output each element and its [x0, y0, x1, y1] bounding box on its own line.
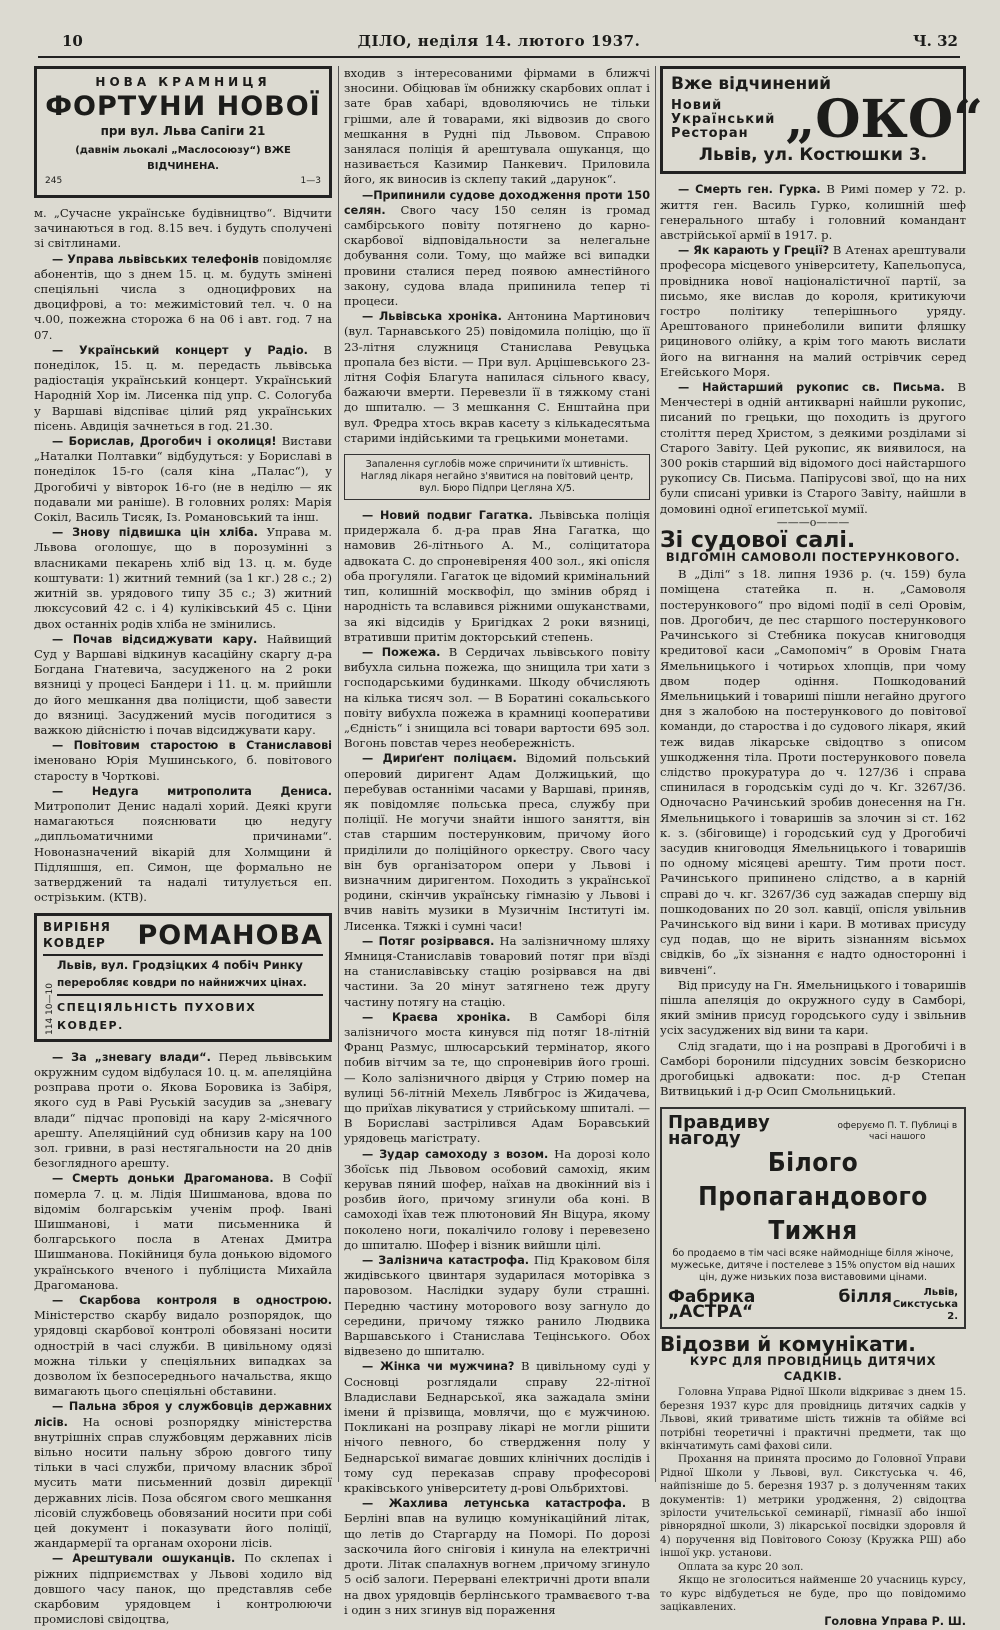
article-body: Львівська поліція придержала б. д-ра прав Яна Гагатка, що намовив 26-літнього А. М., соліцитатора адвоката С. до спроневіреняя 400 зол., які опісля оба прогуляли. Гагаток це відомий кримінальний тип, колишній москвофіл, що змінив обряд і народність та вславився ріжними ошуканствами, за які відсидів у Бригідках 2 роки вязниці, втративши притім докторський степень. — [344, 508, 651, 644]
articles-col1-lower — [34, 1050, 332, 1628]
article-heading: — Смерть доньки Драгоманова. — [52, 1172, 274, 1186]
article — [660, 243, 966, 380]
article-heading: — За „зневагу влади“. — [52, 1050, 211, 1064]
ad-oko-address: Львів, ул. Костюшки 3. — [698, 145, 928, 166]
article-body: Відомий польський оперовий диригент Адам Должицький, що перебував останніми часами у Варшаві, приняв, як повідомляє польська преса, службу при поліції. Не могучи знайти іншого заняття, він став старшим постерунковим, причому його приділили до поліційного оркестру. Свого часу він був організатором опери у Львові і визначним диригентом. Походить з української родини, скінчив українську гімназію у Львові і вчив навіть музики в Музичнім Інституті ім. Лисенка. Тяжкі і сумні часи! — [344, 751, 650, 933]
ad-oko-line1: Вже відчинений — [671, 74, 832, 94]
article-body: Перед львівським окружним судом відбулася 10. ц. м. апеляційна розправа проти о. Якова Боровика із Забіря, якого суд в Раві Руській засудив за „зневагу влади“ підчас проповіді на кару 2-місячного арешту. Апеляційний суд обнизив кару на 100 зол. гривни, в разі нестягальности на 20 днів безоглядного арешту. — [34, 1049, 332, 1171]
article-body: Міністерство скарбу видало розпорядок, що урядовці скарбової контролі обовязані носити однострій в часі служби. В цивільному одязі можна тільки у спеціяльних випадках за дозволом їх безпосереднього начальства, якщо вимагають цього спеціяльні обставини. — [34, 1308, 332, 1399]
article — [344, 1496, 650, 1618]
article — [34, 525, 332, 631]
article — [344, 309, 650, 446]
page-header — [38, 30, 960, 58]
article-body: Найвищий Суд у Варшаві відкинув касаційну скаргу д-ра Богдана Гнатевича, засудженого на 2 роки вязниці у процесі Бандери і 11. ц. м. прийшли до його мешкання два поліцисти, щоб завести до вязниці. Засуджений мусів погодитися з важкою дійсністю і почав відсиджувати кару. — [34, 631, 332, 737]
column-3 — [660, 66, 984, 1630]
article-body: м. „Сучасне українське будівництво“. Відчити зачинаються в год. 8.15 веч. і будуть сполучені зі світлинами. — [34, 206, 332, 251]
article-body: В Менчестері в одній антикварні найшли рукопис, писаний по грецьки, що походить із другого століття перед Христом, з деякими розділами зі Старого Завіту. Цей рукопис, як виявилося, на 300 років старший від відомого досі найстаршого рукопису Св. Письма. Папірусові звої, що на них були списані уривки із Старого Завіту, найшли в домовині одної египетської мумії. — [660, 380, 967, 516]
ad-astra — [660, 1107, 966, 1328]
ad-romanova — [34, 913, 332, 1041]
article-heading: — Львівська хроніка. — [362, 310, 502, 324]
article — [34, 784, 332, 906]
article-heading: — Краєва хроніка. — [362, 1010, 511, 1024]
article — [34, 434, 332, 525]
article-body: В Софії померла 7. ц. м. Лідія Шишманова, вдова по відомім болгарськім ученім проф. Івані Шишманові, і мати письменника й болгарського посла в Атенах Дмитра Шишманова. Покійниця була донькою відомого українського вченого і публіциста Михайла Драгоманова. — [34, 1171, 332, 1292]
ad-fortuna-num2: 1—3 — [300, 175, 321, 186]
article-heading: — Почав відсиджувати кару. — [52, 632, 258, 646]
article-body: В Атенах арештували професора місцевого університету, Капельопуса, провідника нової націоналістичної партії, за письмо, яке вислав до короля, критикуючи гостро політику теперішнього уряду. Арештованого принеболили випити фляшку рицинового олійку, а крім того мають вислати його на вигнання на малий острівчик серед Егейського Моря. — [660, 243, 967, 379]
articles-col2 — [344, 66, 650, 446]
article-body: В Сердичах львівського повіту вибухла сильна пожежа, що знищила три хати з господарськими будинками. Шкоду обчисляють на кілька тисяч зол. — В Боратині сокальського повіту вибухла пожежа в крамниці кооперативи „Єдність“ і знищила всі товари вартости 695 зол. Вогонь повстав через необережність. — [344, 644, 650, 751]
article-heading: — Недуга митрополита Дениса. — [52, 784, 332, 798]
article-body: В Самборі біля залізничого моста кинувся під потяг 18-літній Франц Размус, шлюсарський термінатор, якого побив вітчим за те, що спроневірив його гроші. — Коло залізничного двірця у Стрию помер на вулиці 56-літній Мехель Лявбгрос із Жидачева, що приїхав лікуватися у стрийському шпиталі. — В Бориславі застрілився Адам Боравський урядовець магістрату. — [344, 1009, 650, 1146]
ad-fortuna-num1: 245 — [45, 175, 63, 186]
ad-oko — [660, 66, 984, 174]
court-section-title: Зі судової салі. — [660, 527, 856, 553]
article-heading: — Борислав, Дрогобич і околиця! — [52, 435, 277, 449]
article-heading: — Смерть ген. Гурка. — [678, 183, 821, 197]
article-heading: — Потяг розірвався. — [362, 934, 495, 948]
article — [34, 632, 332, 738]
article-body: Управа м. Львова оголошує, що в порозумінні з власниками пекарень хліб від 13. ц. м. буде коштувати: 1) житний темний (за 1 кг.) 28 с.; 2) житній зв. урядового типу 35 с.; 3) житний люксусовий 42 с. і 4) куліківський 45 с. Ціни двох останніх родів хліба не змінились. — [34, 525, 332, 631]
article-body: іменовано Юрія Мушинського, б. повітового старосту в Чорткові. — [34, 753, 332, 783]
appeals-subtitle: КУРС ДЛЯ ПРОВІДНИЦЬ ДИТЯЧИХ САДКІВ. — [689, 1354, 937, 1384]
article-heading: — Дириґент поліцаєм. — [362, 752, 517, 766]
article-heading: — Знову підвишка цін хліба. — [52, 526, 258, 540]
article — [34, 1399, 332, 1551]
ad-astra-desc: бо продаємо в тім часі всяке наймодніще білля жіноче, мужеське, дитяче і постелеве з 15% опустом від наших цін, дуже низьких поза виставовими цінами. — [670, 1247, 956, 1283]
article — [344, 645, 650, 751]
ad-fortuna-address: при вул. Льва Сапіги 21 — [100, 124, 266, 139]
article — [34, 1551, 332, 1627]
article-body: В понеділок, 15. ц. м. передасть львівська радіостація український концерт. Український Народній Хор ім. Лисенка під упр. С. Сологуба у Варшаві відспіває цілий ряд українських пісень. Авдиція зачнеться в год. 21.30. — [34, 342, 332, 433]
court-paragraph: В „Ділі“ з 18. липня 1936 р. (ч. 159) була поміщена статейка п. н. „Самоволя постерункового“ про відомі події в селі Оровім, пов. Дрогобич, де пес старшого постерункового Рачинського зі Стебника покусав книговодця кредитової каси „Самопоміч“ в Оровім Гната Ямельницького і чотирьох хлопців, при чому двом подер одіння. Пошкодований Ямельницький і товариші пішли негайно другого дня з жалобою на постерункового до повітової команди, до староства і до судового лікаря, який теж видав лікарське свідоцтво з описом ушкодження тіла. Проти постерункового повела слідство прокуратура до ч. 127/36 і справа спинилася в городськім суді до ч. Кг. 3267/36. Одночасно Рачинський зробив донесення на Гн. Ямельницького і товаришів за злочин зі ст. 162 к. з. (збіговище) і городський суд у Дрогобичі засудив книговодця Ямельницького і товаришів по одному місяцеві арешту. Тим проти пост. Рачинського припинено слідство, а в карній справі до ч. кг. 3267/36 суд зажадав спершу від пошкодованих по 20 зол. кавції, опісля увільнив Рачинського від вини і кари. В мотивах присуду суд подав, що не вірить зізнанням вісьмох свідків, бо „їх зізнання є надто односторонні і вивчені“. — [660, 567, 966, 977]
masthead: ДІЛО, неділя 14. лютого 1937. — [357, 32, 641, 50]
article-body: входив з інтересованими фірмами в ближчі зносини. Обіцював їм обнижку скарбових оплат і зате брав хабарі, вдоволяючись не тільки грішми, але й товарами, які відвозив до свого мешкання в Рудні під Львовом. Справою занялася поліція й арештувала ошуканця, що називається Казимир Панкевич. Приловила його, як виносив із склепу такий „дарунок“. — [344, 66, 650, 187]
appeals-paragraph: Головна Управа Рідної Школи відкриває з днем 15. березня 1937 курс для провідниць дитячих садків у Львові, який триватиме шість тижнів та обійме всі потрібні теоретичні і практичні предмети, так що вкінчатимуть самі фахові сили. — [660, 1386, 966, 1453]
article — [34, 206, 332, 252]
article-heading: — Повітовим старостою в Станиславові — [52, 739, 332, 753]
article-heading: — Управа львівських телефонів — [52, 252, 259, 266]
court-paragraph: Від присуду на Гн. Ямельницького і товаришів пішла апеляція до окружного суду в Самборі, який змінив присуд городського суду і звільнив усіх засуджених від вини та кари. — [660, 977, 966, 1038]
article-body: Митрополит Денис надалі хорий. Деякі круги намагаються пояснювати цю недугу „дипльоматичними причинами“. Новоназначений вікарій для Холмщини й Підляшшя, еп. Симон, ще формально не затверджений та надалі титулується еп. острізьким. (КТВ). — [34, 798, 332, 905]
appeals-paragraph: Прохання на принята просимо до Головної Управи Рідної Школи у Львові, вул. Сикстуська ч. 46, найпізніше до 5. березня 1937 р. з долученням таких документів: 1) метрики уродження, 2) свідоцтва зрілости учительської семинарії, гімназії або іншої рівнорядної школи, 3) лікарської посвідки здоровля й 4) поручення від Повітового Союзу (Кружка РШ) або іншої укр. установи. — [660, 1453, 966, 1560]
article — [660, 182, 966, 243]
article-body: На дорозі коло Збоїськ під Львовом особовий самохід, яким керував пяний шофер, наїхав на двокінний віз і розбив його, причому згинули оба коні. В самоході їхав теж плютоновий Ян Віцура, якому поколено ноги, покалічило голову і перевезено до шпиталю. Шофер і візник вийшли цілі. — [344, 1146, 650, 1252]
ad-astra-line1b: оферуємо П. Т. Публиці в часі нашого — [837, 1121, 958, 1143]
issue-number: Ч. 32 — [912, 32, 958, 50]
appeals-signature: Головна Управа Р. Ш. — [824, 1615, 966, 1629]
ad-oko-line2: Новий — [671, 98, 723, 114]
ad-oko-line3: Український — [671, 112, 776, 128]
article-heading: — Український концерт у Радіо. — [52, 343, 308, 357]
article-body: В Берліні впав на вулицю комунікаційний літак, що летів до Старгарду на Поморі. По дорозі заскочила його сніговія і кинула на електричні дроти. Літак спалахнув вогнем ,причому згинуло 5 осіб залоги. Перервані електричні дроти впали на двох урядовців берлінського трамваєвого т-ва і один з них згинув від пораження — [344, 1496, 650, 1617]
column-2 — [344, 66, 650, 1618]
article — [344, 751, 650, 933]
article-body: повідомляє абонентів, що з днем 15. ц. м. будуть змінені спеціяльні числа з одноцифрових на двоцифрові, а то: межимістовий тел. ч. 0 на ч.00, пожежна сторожа 6 на 06 і авт. год. 7 на 07. — [34, 251, 332, 342]
ad-fortuna — [34, 66, 332, 198]
article — [34, 1293, 332, 1399]
ad-romanova-desc: переробляє ковдри по найнижчих цінах. — [57, 976, 307, 989]
medical-notice: Запалення суглобів може спричинити їх штивність. Нагляд лікаря негайно з'явитися на повітовий центр, вул. Бюро Підпри Цегляна Х/5. — [344, 454, 650, 500]
article-body: Свого часу 150 селян із громад самбірського повіту потягнено до карно-скарбової відповідальности за нелегальне добування соли. Тому, що майже всі випадки провини сталися перед появою амнестійного закону, судова влада припинила тепер ті процеси. — [344, 202, 651, 309]
article-heading: — Пальна зброя у службовців державних лісів. — [34, 1400, 332, 1429]
ad-romanova-title: РОМАНОВА — [137, 919, 323, 951]
ad-fortuna-title: ФОРТУНИ НОВОЇ — [45, 91, 321, 123]
separator: ———o——— — [776, 515, 850, 529]
article-body: На залізничному шляху Ямниця-Станиславів товаровий потяг при вїзді на станиславівську стацію розірвався на дві частини. За 20 мінут затягнено теж другу частину потягу на стацію. — [344, 933, 650, 1009]
ad-fortuna-line1: НОВА КРАМНИЦЯ — [95, 75, 271, 89]
ad-oko-line4: Ресторан — [671, 126, 749, 142]
article — [344, 1010, 650, 1147]
ad-romanova-line1: ВИРІБНЯ КОВДЕР — [43, 920, 111, 950]
court-subtitle: ВІДГОМІН САМОВОЛІ ПОСТЕРУНКОВОГО. — [665, 550, 961, 565]
article-heading: — Зудар самоходу з возом. — [362, 1147, 549, 1161]
article-heading: —Припинили судове доходження проти 150 селян. — [344, 188, 650, 217]
article-body: Вистави „Наталки Полтавки“ відбудуться: у Бориславі в понеділок 15-го (саля кіна „Палас“), у Дрогобичі у вівторок 16-го (не в неділю — як подавали ми раніше). В головних ролях: Марія Сокіл, Василь Тисяк, Із. Романовський та інш. — [34, 434, 333, 525]
ad-romanova-code: 114 10—10 — [45, 982, 55, 1035]
article-heading: — Пожежа. — [362, 645, 441, 659]
appeals-section-title: Відозви й комунікати. — [660, 1331, 916, 1356]
ad-astra-title: Білого Пропагандового Тижня — [698, 1147, 928, 1246]
article — [344, 1147, 650, 1253]
ad-romanova-address: Львів, вул. Гродзіцких 4 побіч Ринку — [57, 957, 303, 972]
appeals-paragraph: Оплата за курс 20 зол. — [678, 1560, 804, 1573]
article-body: В Римі помер у 72. р. життя ген. Василь Гурко, колишній шеф генерального штабу і головний командант австрійської армії в 1917. р. — [660, 182, 966, 243]
article-body: В цивільному суді у Сосновці розглядали справу 22-літної Владислави Беднарської, яка зажадала зміни імени й прізвища, мовлячи, що є мужчиною. Покликані на розправу лікарі не могли рішити нічого певного, бо ствердження полу у Беднарської вимагає довших клінічних дослідів і тому суд переказав справу професорові краківського університету д-рові Ольбрихтові. — [344, 1359, 650, 1496]
ad-oko-title: „ОКО“ — [785, 89, 984, 151]
column-rule — [338, 66, 339, 1482]
article-heading: — Жінка чи мужчина? — [362, 1360, 515, 1374]
articles-col1 — [34, 206, 332, 905]
article-body: На основі розпорядку міністерства внутрішніх справ службовцям державних лісів вільно носити пальну зброю довгого типу тільки в часі служби, причому власник зброї мусить мати письменний дозвіл дирекції державних лісів. Поза обсягом свого мешкання лісовій службовець обовязаний носити при собі цей документ і показувати його поліції, жандармерії та органам охорони лісів. — [34, 1414, 332, 1551]
ad-fortuna-note: (давнім льокалі „Маслосоюзу“) ВЖЕ ВІДЧИНЕНА. — [75, 145, 291, 172]
ad-romanova-specialty: СПЕЦІЯЛЬНІСТЬ ПУХОВИХ КОВДЕР. — [57, 994, 323, 1035]
article-heading: — Найстарший рукопис св. Письма. — [678, 381, 945, 395]
article-heading: — Скарбова контроля в однострою. — [52, 1294, 332, 1308]
article-heading: — Жахлива летунська катастрофа. — [362, 1497, 627, 1511]
article — [344, 188, 650, 310]
article — [34, 343, 332, 434]
article — [344, 508, 650, 645]
article — [344, 66, 650, 188]
article — [34, 1171, 332, 1293]
article-body: Під Краковом біля жидівського цвинтаря зударилася моторівка з паровозом. Наслідки зудару були страшні. Передню частину моторового возу загнуло до середини, причому тяжко ранило Людвика Варшавського і Станислава Тецінського. Обох відвезено до шпиталю. — [344, 1253, 650, 1359]
article — [344, 1359, 650, 1496]
article — [344, 1253, 650, 1359]
article — [660, 380, 966, 517]
column-1 — [34, 66, 332, 1627]
page-number: 10 — [62, 32, 83, 50]
article-heading: — Новий подвиг Гагатка. — [362, 509, 533, 523]
ad-astra-factory: Фабрика білля „АСТРА“ — [668, 1286, 893, 1322]
article-heading: — Арештували ошуканців. — [52, 1552, 236, 1566]
article-body: По склепах і ріжних підприємствах у Львові ходило від довшого часу панок, що представляв себе скарбовим урядовцем і контролюючи промислові свідоцтва, — [34, 1551, 332, 1627]
articles-col3 — [660, 182, 966, 516]
column-rule — [655, 66, 656, 1482]
article — [344, 934, 650, 1010]
article — [34, 1050, 332, 1172]
court-paragraph: Слід згадати, що і на розправі в Дрогобичі і в Самборі боронили підсудних зовсім безкорисно дрогобицькі адвокати: пос. д-р Степан Витвицький і д-р Осип Смольницький. — [660, 1038, 966, 1099]
article — [34, 252, 332, 343]
article-heading: — Як карають у Греції? — [678, 244, 830, 258]
ad-astra-line1: Правдиву нагоду — [668, 1112, 770, 1149]
ad-astra-address: Львів, Сикстуська 2. — [892, 1286, 958, 1322]
article-heading: — Залізнича катастрофа. — [362, 1254, 530, 1268]
article-body: Антонина Мартинович (вул. Тарнавського 25) повідомила поліцію, що її 23-літня служниця Станислава Ревуцька пропала без вісти. — При вул. Арцішевського 23-літня Софія Благута напилася сільного квасу, бажаючи вмерти. Перевезли її в тяжкому стані до шпиталю. — З мешкання С. Енштайна при вул. Фредра хтось вкрав касету з кількадесятьма старими індійськими та грецькими монетами. — [344, 309, 651, 445]
appeals-paragraph: Якщо не зголоситься найменше 20 учасниць курсу, то курс відбудеться не буде, про що повідомимо зацікавлених. — [660, 1574, 966, 1613]
articles-col2-lower — [344, 508, 650, 1618]
article — [34, 738, 332, 784]
